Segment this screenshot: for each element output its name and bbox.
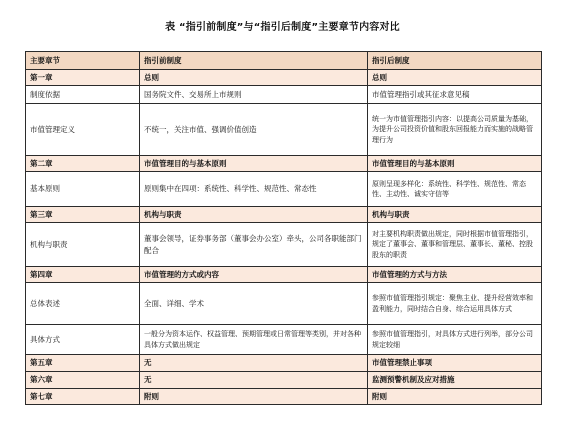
section-cell: 第七章	[26, 389, 140, 405]
table-header-row	[26, 52, 542, 70]
column-header-after: 指引后制度	[368, 52, 542, 70]
before-cell: 不统一，关注市值、强调价值创造	[140, 104, 368, 156]
column-header-section: 主要章节	[26, 52, 140, 70]
before-cell: 国务院文件、交易所上市规则	[140, 86, 368, 104]
section-cell: 第五章	[26, 355, 140, 372]
chapter-row	[26, 267, 542, 283]
table-row	[26, 223, 542, 267]
after-cell: 市值管理指引或其征求意见稿	[368, 86, 542, 104]
before-cell: 市值管理的方式或内容	[140, 267, 368, 283]
chapter-row	[26, 70, 542, 86]
after-cell: 对主要机构职责做出规定，同时根据市值管理指引，规定了董事会、董事和管理层、董事长、董秘、控股股东的职责	[368, 223, 542, 267]
chapter-row	[26, 389, 542, 405]
after-cell: 市值管理目的与基本原则	[368, 156, 542, 172]
section-cell: 第二章	[26, 156, 140, 172]
section-cell: 第六章	[26, 372, 140, 389]
section-cell: 第三章	[26, 207, 140, 223]
before-cell: 附则	[140, 389, 368, 405]
table-row	[26, 283, 542, 325]
after-cell: 原则呈现多样化：系统性、科学性、规范性、常态性、主动性、诚实守信等	[368, 172, 542, 207]
before-cell: 市值管理目的与基本原则	[140, 156, 368, 172]
section-cell: 第一章	[26, 70, 140, 86]
after-cell: 监测预警机制及应对措施	[368, 372, 542, 389]
after-cell: 附则	[368, 389, 542, 405]
chapter-row	[26, 207, 542, 223]
table-row	[26, 325, 542, 355]
table-title: 表 “指引前制度”与“指引后制度”主要章节内容对比	[165, 22, 400, 33]
section-cell: 基本原则	[26, 172, 140, 207]
column-header-before: 指引前制度	[140, 52, 368, 70]
chapter-row	[26, 372, 542, 389]
chapter-row	[26, 355, 542, 372]
table-row	[26, 86, 542, 104]
after-cell: 机构与职责	[368, 207, 542, 223]
section-cell: 市值管理定义	[26, 104, 140, 156]
before-cell: 全面、详细、学术	[140, 283, 368, 325]
table-row	[26, 104, 542, 156]
after-cell: 市值管理禁止事项	[368, 355, 542, 372]
after-cell: 市值管理的方式与方法	[368, 267, 542, 283]
before-cell: 总则	[140, 70, 368, 86]
chapter-row	[26, 156, 542, 172]
table-row	[26, 172, 542, 207]
section-cell: 第四章	[26, 267, 140, 283]
section-cell: 制度依据	[26, 86, 140, 104]
after-cell: 参照市值管理指引规定：聚焦主业、提升经营效率和盈利能力，同时结合自身、综合运用具体方式	[368, 283, 542, 325]
before-cell: 无	[140, 372, 368, 389]
section-cell: 机构与职责	[26, 223, 140, 267]
after-cell: 参照市值管理指引，对具体方式进行列举，部分公司规定较细	[368, 325, 542, 355]
before-cell: 原则集中在四项：系统性、科学性、规范性、常态性	[140, 172, 368, 207]
after-cell: 统一为市值管理指引内容：以提高公司质量为基础，为提升公司投资价值和股东回报能力而实施的战略管理行为	[368, 104, 542, 156]
before-cell: 无	[140, 355, 368, 372]
before-cell: 董事会领导，证券事务部（董事会办公室）牵头，公司各职能部门配合	[140, 223, 368, 267]
after-cell: 总则	[368, 70, 542, 86]
before-cell: 机构与职责	[140, 207, 368, 223]
section-cell: 总体表述	[26, 283, 140, 325]
before-cell: 一般分为资本运作、权益管理、预期管理或日常管理等类别，并对各种具体方式做出规定	[140, 325, 368, 355]
comparison-table	[25, 51, 542, 405]
section-cell: 具体方式	[26, 325, 140, 355]
